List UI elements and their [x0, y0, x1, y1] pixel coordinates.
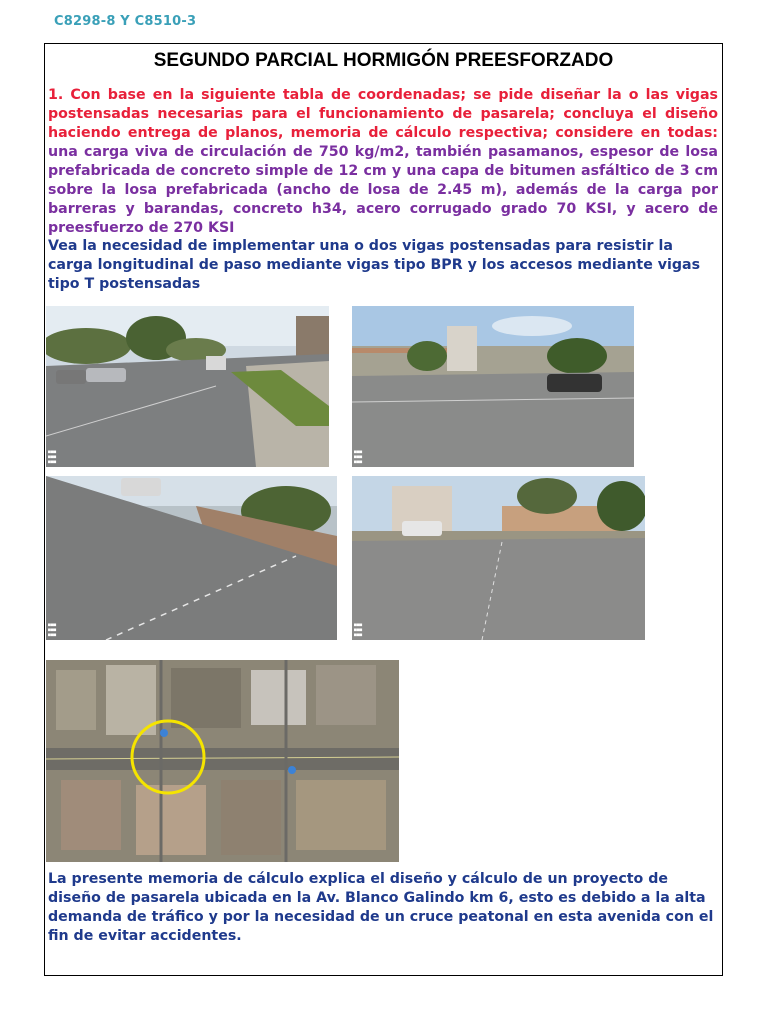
gps-overlay: ■■■ ■■■ ■■■ — [48, 450, 57, 465]
problem-statement-red: 1. Con base en la siguiente tabla de coordenadas; se pide diseñar la o las vigas postensadas necesarias para el funcionamiento de pasarela; concluya el diseño haciendo entrega de planos, memoria de cálculo respectiva; considere en todas: — [48, 87, 718, 141]
problem-statement — [48, 86, 718, 238]
problem-statement-purple: una carga viva de circulación de 750 kg/m2, también pasamanos, espesor de losa prefabricada de concreto simple de 12 cm y una capa de bitumen asfáltico de 3 cm sobre la losa prefabricada (ancho de losa de 2.45 m), además de la carga por barreras y barandas, concreto h34, acero corrugado grado 70 KSI, y acero de preesfuerzo de 270 KSI — [48, 144, 718, 236]
beam-requirement-paragraph: Vea la necesidad de implementar una o dos vigas postensadas para resistir la carga longitudinal de paso mediante vigas tipo BPR y los accesos mediante vigas tipo T postensadas — [48, 238, 701, 292]
gps-overlay: ■■■ ■■■ ■■■ — [354, 623, 363, 638]
document-code: C8298-8 Y C8510-3 — [54, 14, 197, 29]
gps-overlay: ■■■ ■■■ ■■■ — [354, 450, 363, 465]
street-photo-3 — [46, 476, 337, 640]
gps-overlay: ■■■ ■■■ ■■■ — [48, 623, 57, 638]
street-photo-4 — [352, 476, 645, 640]
closing-paragraph: La presente memoria de cálculo explica el diseño y cálculo de un proyecto de diseño de pasarela ubicada en la Av. Blanco Galindo km 6, esto es debido a la alta demanda de tráfico y por la necesidad de un cruce peatonal en esta avenida con el fin de evitar accidentes. — [48, 871, 714, 944]
page-title: SEGUNDO PARCIAL HORMIGÓN PREESFORZADO — [153, 50, 614, 71]
satellite-map — [46, 660, 399, 862]
street-photo-1 — [46, 306, 329, 467]
street-photo-2 — [352, 306, 634, 467]
